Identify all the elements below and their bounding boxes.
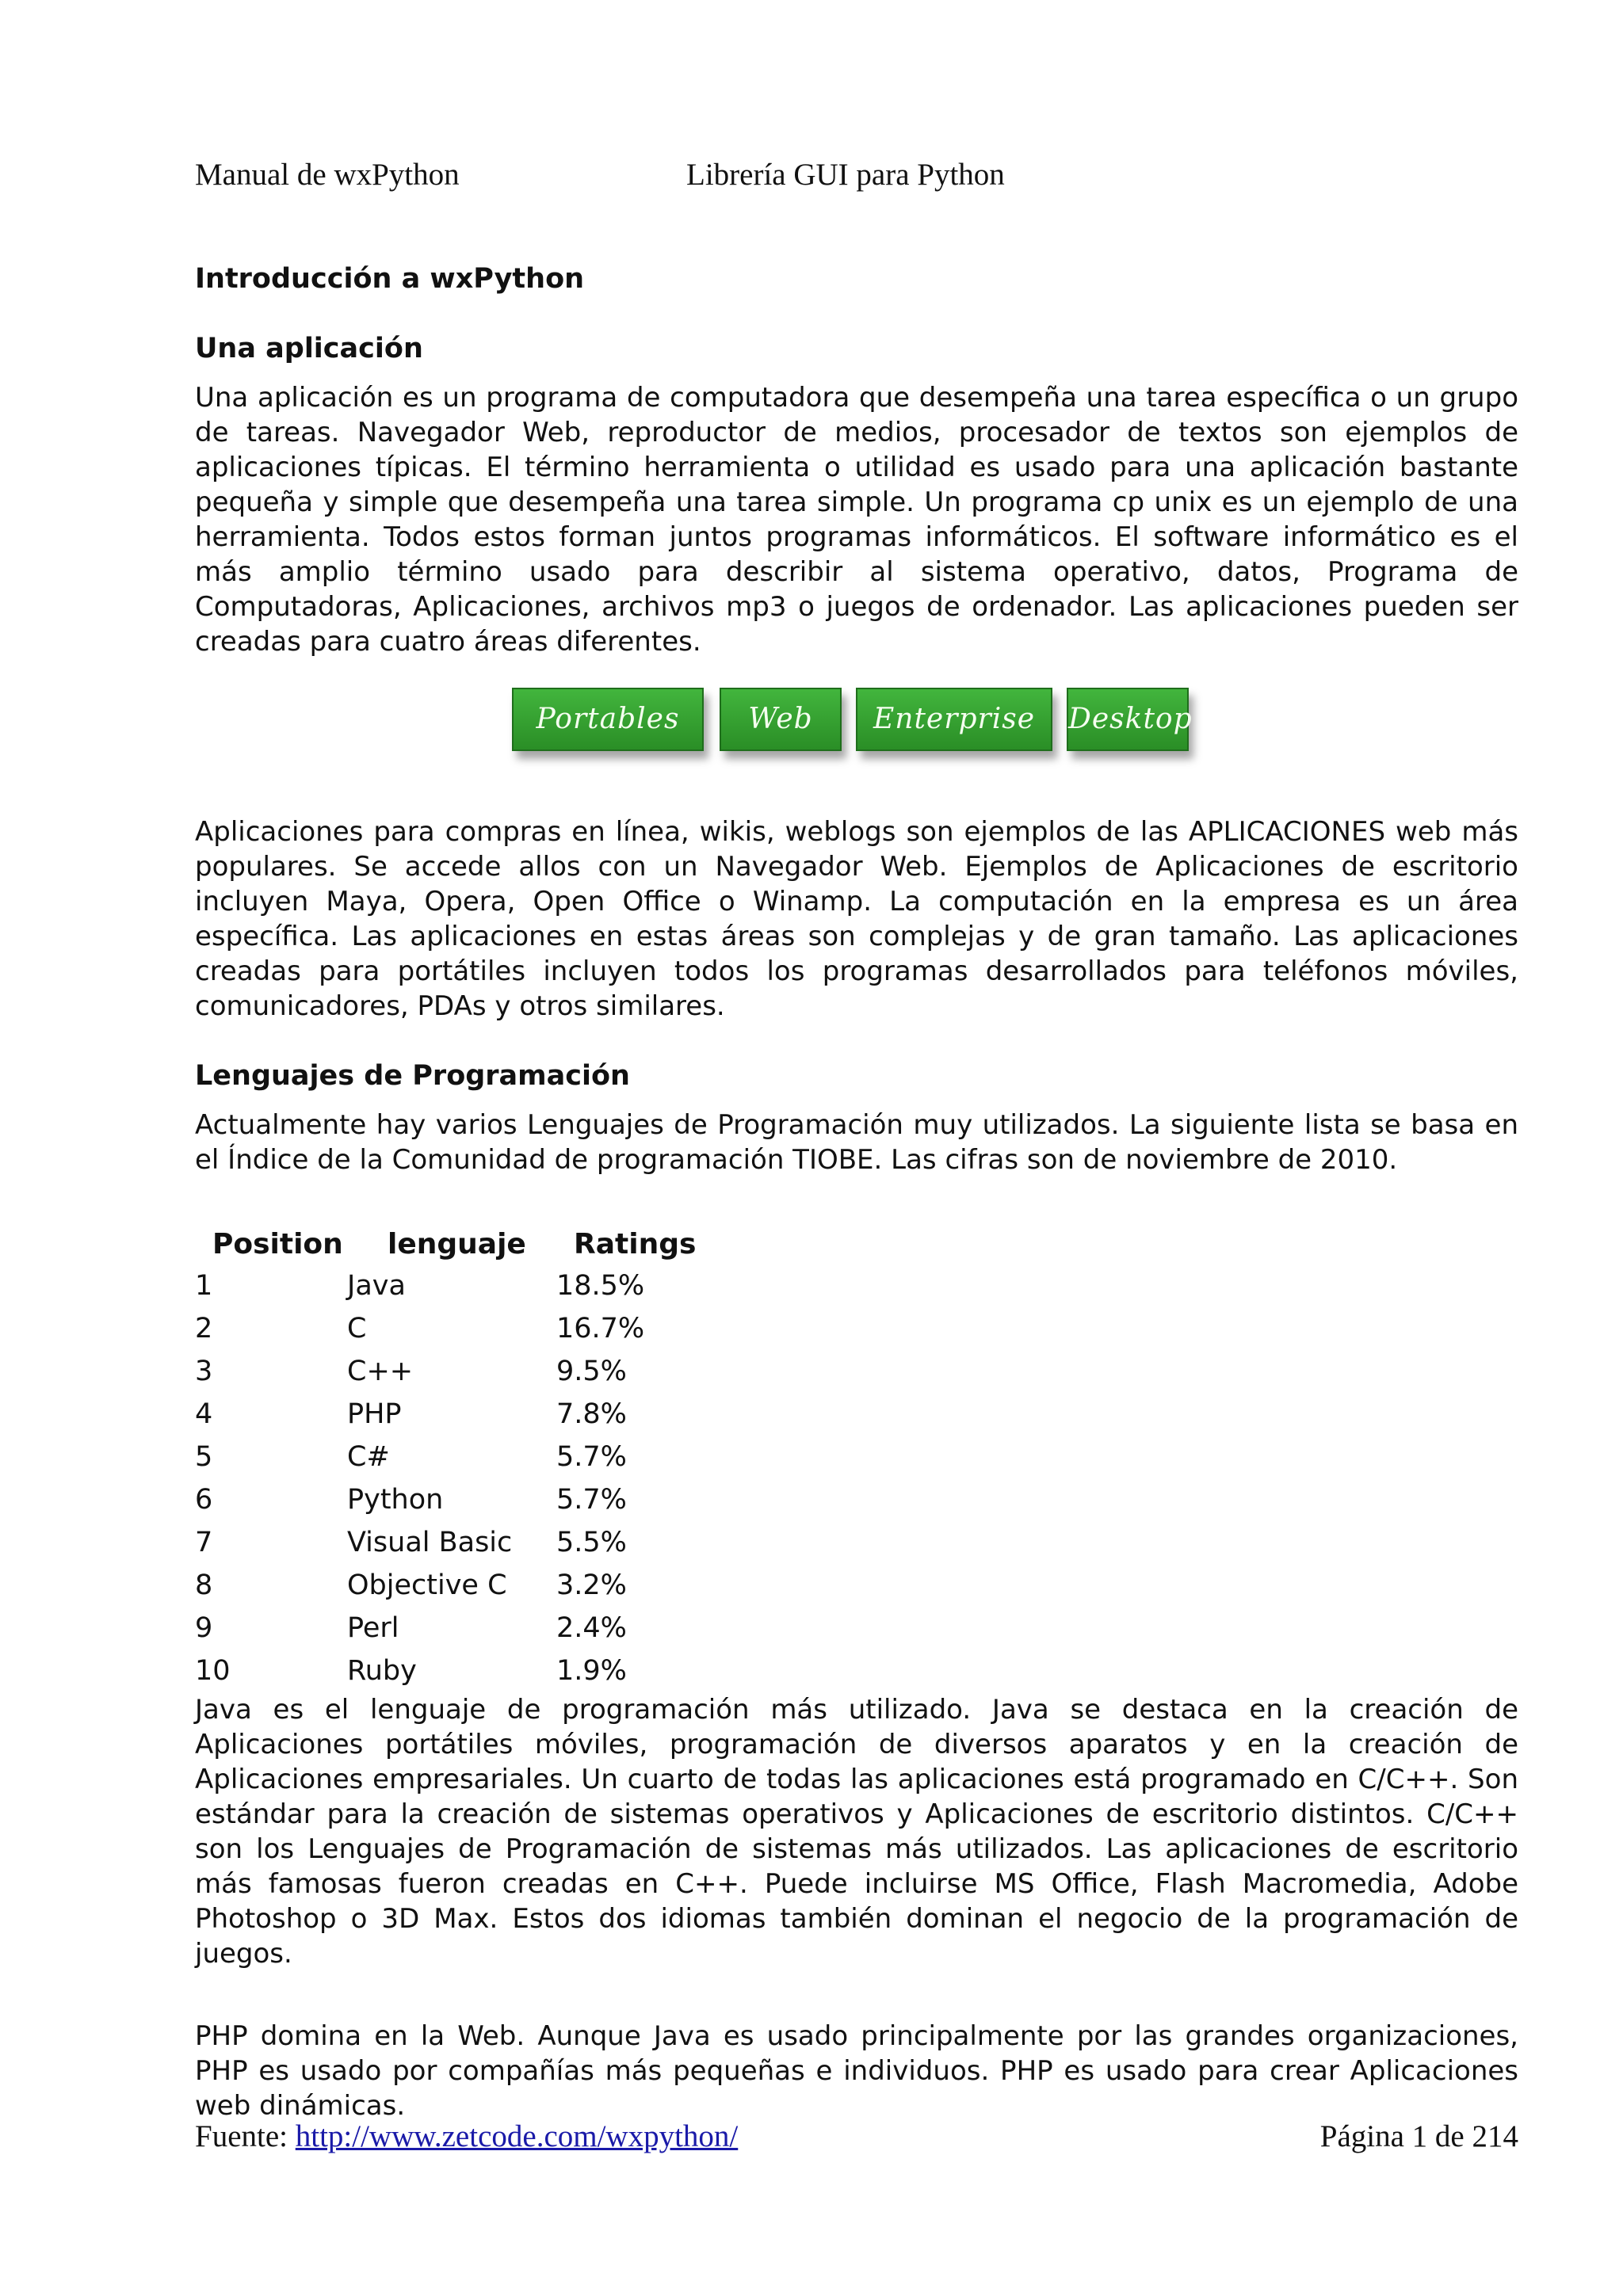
header-language: lenguaje	[388, 1228, 526, 1261]
app-area-enterprise: Enterprise	[856, 688, 1052, 751]
page-content	[195, 261, 1518, 2123]
position-cell: 8	[195, 1569, 213, 1601]
rating-cell: 5.7%	[556, 1484, 627, 1516]
rating-cell: 16.7%	[556, 1313, 645, 1344]
position-cell: 1	[195, 1270, 213, 1302]
language-cell: Perl	[347, 1612, 399, 1644]
language-cell: C	[347, 1313, 367, 1344]
page-header	[195, 155, 1518, 195]
language-cell: Python	[347, 1484, 444, 1516]
rating-cell: 2.4%	[556, 1612, 627, 1644]
app-area-web: Web	[720, 688, 842, 751]
position-cell: 5	[195, 1441, 213, 1473]
table-row	[195, 1393, 1518, 1436]
table-row	[195, 1307, 1518, 1350]
app-areas-graphic	[195, 688, 1518, 759]
section-heading-languages: Lenguajes de Programación	[195, 1060, 630, 1092]
table-row	[195, 1564, 1518, 1607]
position-cell: 9	[195, 1612, 213, 1644]
footer-source	[195, 2115, 738, 2158]
position-cell: 2	[195, 1313, 213, 1344]
position-cell: 6	[195, 1484, 213, 1516]
rating-cell: 5.7%	[556, 1441, 627, 1473]
header-left-title: Manual de wxPython	[195, 158, 460, 192]
paragraph-app-examples: Aplicaciones para compras en línea, wikis, weblogs son ejemplos de las APLICACIONES web más populares. Se accede allos con un Navegador Web. Ejemplos de Aplicaciones de escritorio incluyen Maya, Opera, Open Office o Winamp. La computación en la empresa es un área específica. Las aplicaciones en estas áreas son complejas y de gran tamaño. Las aplicaciones creadas para portátiles incluyen todos los programas desarrollados para teléfonos móviles, comunicadores, PDAs y otros similares.	[195, 816, 1518, 1022]
table-row	[195, 1521, 1518, 1564]
section-heading-intro: Introducción a wxPython	[195, 263, 585, 295]
rating-cell: 7.8%	[556, 1398, 627, 1430]
ratings-table	[195, 1225, 1518, 1692]
ratings-table-body	[195, 1264, 1518, 1692]
language-cell: Objective C	[347, 1569, 507, 1601]
position-cell: 3	[195, 1356, 213, 1387]
app-area-desktop: Desktop	[1067, 688, 1189, 751]
app-area-portables: Portables	[512, 688, 704, 751]
language-cell: C#	[347, 1441, 390, 1473]
table-row	[195, 1264, 1518, 1307]
rating-cell: 5.5%	[556, 1527, 627, 1558]
paragraph-java-cpp: Java es el lenguaje de programación más utilizado. Java se destaca en la creación de Aplicaciones portátiles móviles, programación de diversos aparatos y en la creación de Aplicaciones empresariales. Un cuarto de todas las aplicaciones está programado en C/C++. Son estándar para la creación de sistemas operativos y Aplicaciones de escritorio distintos. C/C++ son los Lenguajes de Programación de sistemas más utilizados. Las aplicaciones de escritorio más famosas fueron creadas en C++. Puede incluirse MS Office, Flash Macromedia, Adobe Photoshop o 3D Max. Estos dos idiomas también dominan el negocio de la programación de juegos.	[195, 1694, 1518, 1970]
page-footer	[195, 2115, 1518, 2158]
paragraph-languages-intro: Actualmente hay varios Lenguajes de Programación muy utilizados. La siguiente lista se basa en el Índice de la Comunidad de programación TIOBE. Las cifras son de noviembre de 2010.	[195, 1109, 1518, 1176]
table-row	[195, 1350, 1518, 1393]
table-row	[195, 1436, 1518, 1478]
header-center-title: Librería GUI para Python	[686, 158, 1005, 192]
rating-cell: 3.2%	[556, 1569, 627, 1601]
paragraph-php: PHP domina en la Web. Aunque Java es usado principalmente por las grandes organizaciones, PHP es usado por compañías más pequeñas e individuos. PHP es usado para crear Aplicaciones web dinámicas.	[195, 2020, 1518, 2122]
language-cell: C++	[347, 1356, 414, 1387]
header-position: Position	[212, 1228, 343, 1261]
table-row	[195, 1650, 1518, 1692]
footer-source-label: Fuente:	[195, 2119, 296, 2153]
rating-cell: 1.9%	[556, 1655, 627, 1687]
footer-source-link[interactable]: http://www.zetcode.com/wxpython/	[295, 2119, 739, 2153]
position-cell: 4	[195, 1398, 213, 1430]
language-cell: Java	[347, 1270, 406, 1302]
header-ratings: Ratings	[574, 1228, 697, 1261]
table-row	[195, 1478, 1518, 1521]
language-cell: Ruby	[347, 1655, 417, 1687]
section-heading-app: Una aplicación	[195, 333, 423, 364]
language-cell: PHP	[347, 1398, 402, 1430]
position-cell: 10	[195, 1655, 231, 1687]
rating-cell: 18.5%	[556, 1270, 645, 1302]
paragraph-app-definition: Una aplicación es un programa de computadora que desempeña una tarea específica o un grupo de tareas. Navegador Web, reproductor de medios, procesador de textos son ejemplos de aplicaciones típicas. El término herramienta o utilidad es usado para una aplicación bastante pequeña y simple que desempeña una tarea simple. Un programa cp unix es un ejemplo de una herramienta. Todos estos forman juntos programas informáticos. El software informático es el más amplio término usado para describir al sistema operativo, datos, Programa de Computadoras, Aplicaciones, archivos mp3 o juegos de ordenador. Las aplicaciones pueden ser creadas para cuatro áreas diferentes.	[195, 382, 1518, 658]
footer-page-number: Página 1 de 214	[1319, 2119, 1518, 2153]
ratings-table-header	[195, 1225, 1518, 1264]
rating-cell: 9.5%	[556, 1356, 627, 1387]
table-row	[195, 1607, 1518, 1650]
position-cell: 7	[195, 1527, 213, 1558]
language-cell: Visual Basic	[347, 1527, 513, 1558]
